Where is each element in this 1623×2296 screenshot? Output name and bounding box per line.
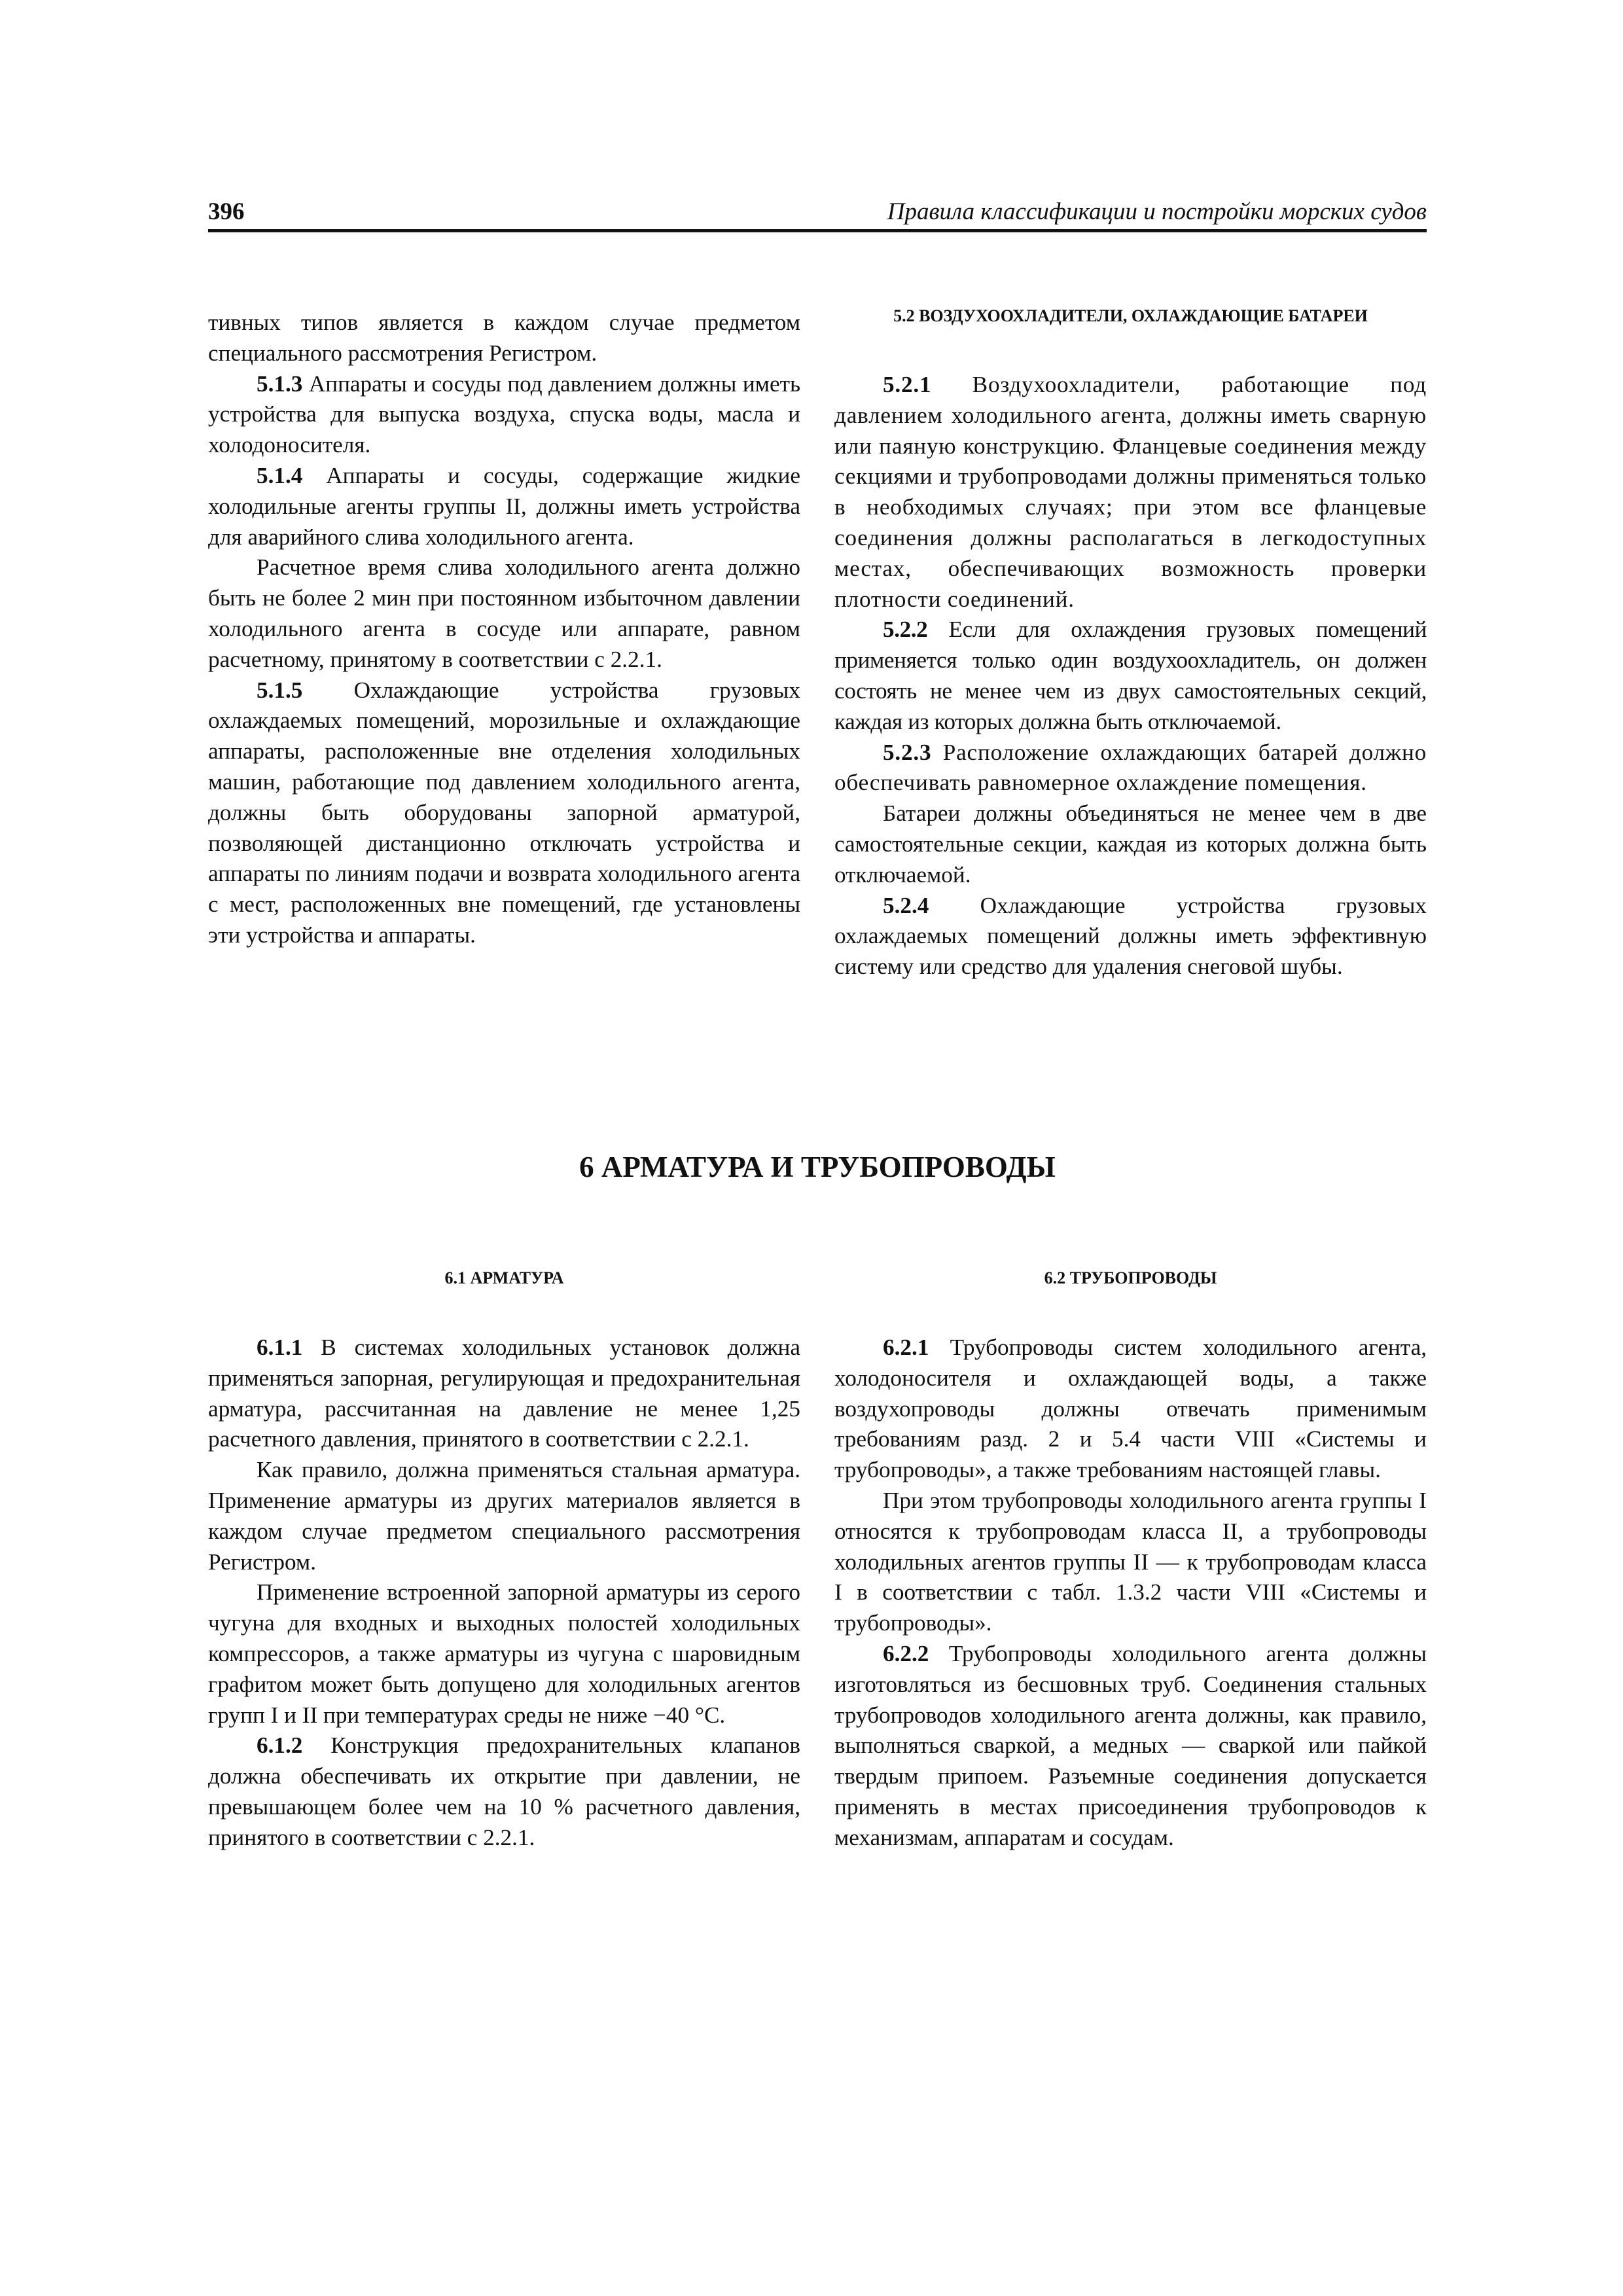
paragraph-continued: тивных типов является в каждом случае предметом специального рассмотрения Регистром. bbox=[208, 310, 800, 366]
paragraph-steel-fittings: Как правило, должна применяться стальная арматура. Применение арматуры из других материалов является в каждом случае предметом специального рассмотрения Регистром. bbox=[208, 1457, 800, 1575]
paragraph-text: Трубопроводы холодильного агента должны изготовляться из бесшовных труб. Соединения стальных трубопроводов холодильного агента должны, как правило, выполняться сваркой, а медных — сваркой или пайкой твердым припоем. Разъемные соединения допускается применять в местах присоединения трубопроводов к механизмам, аппаратам и сосудам. bbox=[834, 1640, 1427, 1850]
paragraph-text: Конструкция предохранительных клапанов должна обеспечивать их открытие при давлении, не превышающем более чем на 10 % расчетного давления, принятого в соответствии с 2.2.1. bbox=[208, 1732, 800, 1850]
paragraph-text: Охлаждающие устройства грузовых охлаждаемых помещений должны иметь эффективную систему или средство для удаления снеговой шубы. bbox=[834, 892, 1427, 980]
paragraph-text: Трубопроводы систем холодильного агента, холодоносителя и охлаждающей воды, а также воздухопроводы должны отвечать применимым требованиям разд. 2 и 5.4 части VIII «Системы и трубопроводы», а также требованиям настоящей главы. bbox=[834, 1335, 1427, 1483]
running-title: Правила классификации и постройки морских судов bbox=[887, 198, 1427, 225]
paragraph-drain-time: Расчетное время слива холодильного агента должно быть не более 2 мин при постоянном избыточном давлении холодильного агента в сосуде или аппарате, равном расчетному, принятому в соответствии с 2.2.1. bbox=[208, 554, 800, 672]
bottom-left-column bbox=[208, 1333, 800, 1854]
paragraph-text: Охлаждающие устройства грузовых охлаждаемых помещений, морозильные и охлаждающие аппараты, расположенные вне отделения холодильных машин, работающие под давлением холодильного агента, должны быть оборудованы запорной арматурой, позволяющей дистанционно отключать устройства и аппараты по линиям подачи и возврата холодильного агента с мест, расположенных вне помещений, где установлены эти устройства и аппараты. bbox=[208, 677, 800, 948]
paragraph-6-1-1 bbox=[208, 1333, 800, 1455]
section-title-6-1: 6.1 АРМАТУРА bbox=[444, 1268, 564, 1287]
clause-number: 6.1.2 bbox=[257, 1732, 303, 1759]
chapter-title: 6 АРМАТУРА И ТРУБОПРОВОДЫ bbox=[579, 1151, 1056, 1183]
clause-number: 5.1.5 bbox=[257, 677, 303, 703]
clause-number: 6.2.1 bbox=[883, 1335, 929, 1360]
clause-number: 5.2.2 bbox=[883, 617, 928, 643]
bottom-right-column bbox=[834, 1333, 1427, 1854]
paragraph-5-2-1 bbox=[834, 370, 1427, 615]
top-left-column bbox=[208, 308, 800, 951]
clause-number: 5.1.3 bbox=[257, 370, 303, 397]
paragraph-6-1-2 bbox=[208, 1731, 800, 1853]
clause-number: 5.2.1 bbox=[883, 372, 932, 397]
clause-number: 5.2.4 bbox=[883, 892, 929, 918]
paragraph-batteries: Батареи должны объединяться не менее чем в две самостоятельные секции, каждая из которых должна быть отключаемой. bbox=[834, 800, 1427, 888]
clause-number: 5.1.4 bbox=[257, 462, 303, 488]
paragraph-5-1-4 bbox=[208, 461, 800, 552]
paragraph-text: Воздухоохладители, работающие под давлением холодильного агента, должны иметь сварную или паяную конструкцию. Фланцевые соединения между секциями и трубопроводами должны применяться только в необходимых случаях; при этом все фланцевые соединения должны располагаться в легкодоступных местах, обеспечивающих возможность проверки плотности соединений. bbox=[834, 372, 1427, 612]
paragraph-5-1-5 bbox=[208, 675, 800, 951]
section-title-5-2: 5.2 ВОЗДУХООХЛАДИТЕЛИ, ОХЛАЖДАЮЩИЕ БАТАРЕИ bbox=[893, 306, 1368, 325]
section-title-6-2: 6.2 ТРУБОПРОВОДЫ bbox=[1044, 1268, 1217, 1287]
clause-number: 6.2.2 bbox=[883, 1640, 929, 1666]
top-right-column bbox=[834, 370, 1427, 982]
paragraph-text: Если для охлаждения грузовых помещений применяется только один воздухоохладитель, он должен состоять не менее чем из двух самостоятельных секций, каждая из которых должна быть отключаемой. bbox=[834, 617, 1427, 734]
page-number: 396 bbox=[208, 198, 245, 225]
clause-number: 5.2.3 bbox=[883, 739, 932, 765]
header-rule bbox=[208, 229, 1427, 232]
paragraph-6-2-1 bbox=[834, 1333, 1427, 1486]
paragraph-cast-iron: Применение встроенной запорной арматуры из серого чугуна для входных и выходных полостей холодильных компрессоров, а также арматуры из чугуна с шаровидным графитом может быть допущено для холодильных агентов групп I и II при температурах среды не ниже −40 °C. bbox=[208, 1579, 800, 1728]
paragraph-5-2-3 bbox=[834, 738, 1427, 799]
paragraph-text: Аппараты и сосуды под давлением должны иметь устройства для выпуска воздуха, спуска воды, масла и холодоносителя. bbox=[208, 370, 800, 458]
paragraph-6-2-2 bbox=[834, 1639, 1427, 1854]
paragraph-5-2-2 bbox=[834, 615, 1427, 737]
clause-number: 6.1.1 bbox=[257, 1335, 303, 1360]
paragraph-5-2-4 bbox=[834, 891, 1427, 982]
paragraph-text: В системах холодильных установок должна применяться запорная, регулирующая и предохранительная арматура, рассчитанная на давление не менее 1,25 расчетного давления, принятого в соответствии с 2.2.1. bbox=[208, 1335, 800, 1452]
paragraph-5-1-3 bbox=[208, 369, 800, 461]
paragraph-pipe-classes: При этом трубопроводы холодильного агента группы I относятся к трубопроводам класса II, а трубопроводы холодильных агентов группы II — к трубопроводам класса I в соответствии с табл. 1.3.2 части VIII «Системы и трубопроводы». bbox=[834, 1487, 1427, 1636]
paragraph-text: Аппараты и сосуды, содержащие жидкие холодильные агенты группы II, должны иметь устройства для аварийного слива холодильного агента. bbox=[208, 462, 800, 550]
paragraph-text: Расположение охлаждающих батарей должно обеспечивать равномерное охлаждение помещения. bbox=[834, 739, 1427, 796]
